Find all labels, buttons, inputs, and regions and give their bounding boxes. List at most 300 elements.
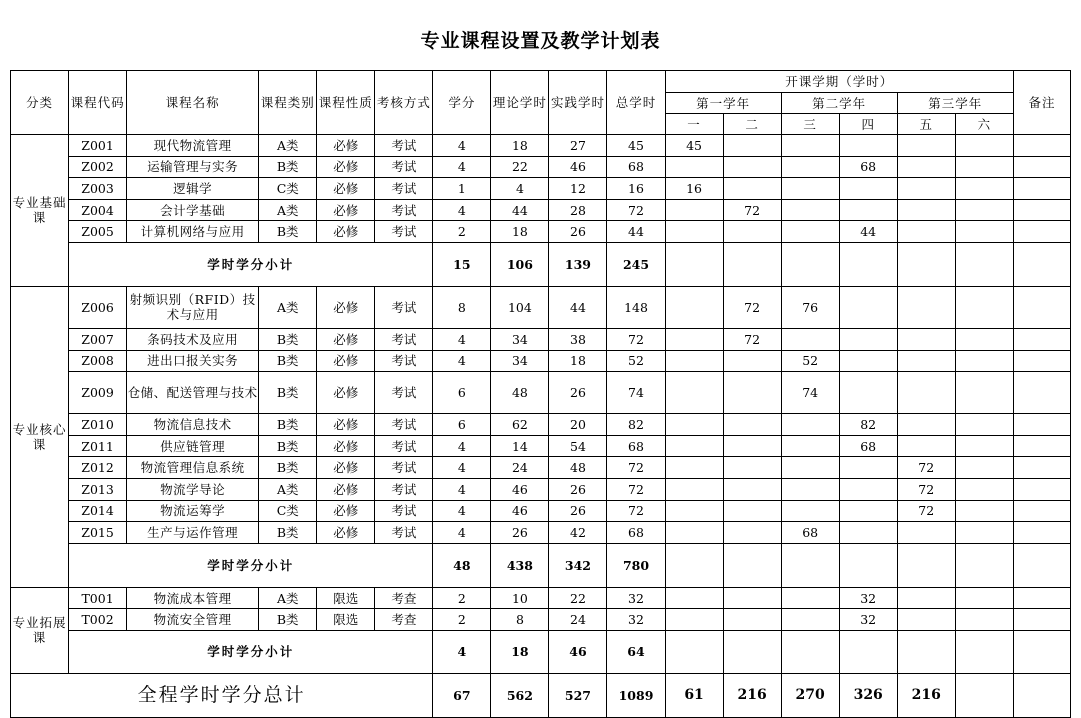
semester-hours-3 bbox=[781, 221, 839, 243]
semester-hours-6 bbox=[955, 178, 1013, 200]
header-year-2: 第二学年 bbox=[781, 93, 897, 114]
remark-cell bbox=[1013, 156, 1070, 178]
course-exam: 考查 bbox=[375, 587, 433, 609]
semester-hours-2: 72 bbox=[723, 199, 781, 221]
course-type: A类 bbox=[259, 478, 317, 500]
semester-hours-2 bbox=[723, 221, 781, 243]
course-practice-hours: 26 bbox=[549, 478, 607, 500]
semester-hours-1 bbox=[665, 587, 723, 609]
semester-hours-4 bbox=[839, 500, 897, 522]
course-total-hours: 68 bbox=[607, 156, 665, 178]
semester-hours-2 bbox=[723, 372, 781, 414]
course-type: B类 bbox=[259, 457, 317, 479]
semester-hours-3: 74 bbox=[781, 372, 839, 414]
course-type: C类 bbox=[259, 178, 317, 200]
semester-hours-2 bbox=[723, 435, 781, 457]
course-name: 供应链管理 bbox=[127, 435, 259, 457]
semester-hours-3: 68 bbox=[781, 522, 839, 544]
semester-hours-3 bbox=[781, 457, 839, 479]
course-type: B类 bbox=[259, 435, 317, 457]
course-name: 物流成本管理 bbox=[127, 587, 259, 609]
course-credit: 2 bbox=[433, 609, 491, 631]
subtotal-theory: 106 bbox=[491, 242, 549, 286]
remark-cell bbox=[1013, 135, 1070, 157]
semester-hours-2 bbox=[723, 587, 781, 609]
course-credit: 4 bbox=[433, 500, 491, 522]
course-total-hours: 72 bbox=[607, 199, 665, 221]
course-type: A类 bbox=[259, 135, 317, 157]
remark-cell bbox=[1013, 199, 1070, 221]
subtotal-semester-1 bbox=[665, 242, 723, 286]
course-credit: 6 bbox=[433, 372, 491, 414]
semester-hours-4: 82 bbox=[839, 414, 897, 436]
course-nature: 限选 bbox=[317, 609, 375, 631]
course-theory-hours: 24 bbox=[491, 457, 549, 479]
course-nature: 必修 bbox=[317, 372, 375, 414]
remark-cell bbox=[1013, 522, 1070, 544]
course-nature: 必修 bbox=[317, 286, 375, 328]
course-theory-hours: 44 bbox=[491, 199, 549, 221]
semester-hours-3 bbox=[781, 587, 839, 609]
semester-hours-1 bbox=[665, 457, 723, 479]
course-nature: 必修 bbox=[317, 350, 375, 372]
course-nature: 必修 bbox=[317, 478, 375, 500]
course-practice-hours: 48 bbox=[549, 457, 607, 479]
subtotal-total: 245 bbox=[607, 242, 665, 286]
course-total-hours: 148 bbox=[607, 286, 665, 328]
semester-hours-1 bbox=[665, 500, 723, 522]
semester-hours-5 bbox=[897, 372, 955, 414]
remark-cell bbox=[1013, 500, 1070, 522]
semester-hours-5 bbox=[897, 286, 955, 328]
course-nature: 必修 bbox=[317, 500, 375, 522]
table-row bbox=[11, 478, 1071, 500]
course-exam: 考试 bbox=[375, 350, 433, 372]
semester-hours-4: 68 bbox=[839, 435, 897, 457]
course-total-hours: 68 bbox=[607, 522, 665, 544]
course-exam: 考试 bbox=[375, 372, 433, 414]
course-name: 物流学导论 bbox=[127, 478, 259, 500]
semester-hours-3 bbox=[781, 178, 839, 200]
course-practice-hours: 24 bbox=[549, 609, 607, 631]
header-semester-6: 六 bbox=[955, 114, 1013, 135]
course-total-hours: 72 bbox=[607, 328, 665, 350]
subtotal-semester-3 bbox=[781, 630, 839, 673]
semester-hours-5 bbox=[897, 587, 955, 609]
semester-hours-5: 72 bbox=[897, 457, 955, 479]
remark-cell bbox=[1013, 414, 1070, 436]
semester-hours-4 bbox=[839, 178, 897, 200]
semester-hours-1 bbox=[665, 478, 723, 500]
course-credit: 4 bbox=[433, 522, 491, 544]
course-name: 逻辑学 bbox=[127, 178, 259, 200]
course-practice-hours: 54 bbox=[549, 435, 607, 457]
semester-hours-3 bbox=[781, 328, 839, 350]
remark-cell bbox=[1013, 221, 1070, 243]
semester-hours-3 bbox=[781, 156, 839, 178]
course-theory-hours: 10 bbox=[491, 587, 549, 609]
header-row-1 bbox=[11, 71, 1071, 93]
remark-cell bbox=[1013, 609, 1070, 631]
semester-hours-6 bbox=[955, 199, 1013, 221]
semester-hours-6 bbox=[955, 587, 1013, 609]
course-type: C类 bbox=[259, 500, 317, 522]
course-code: Z010 bbox=[69, 414, 127, 436]
course-type: B类 bbox=[259, 372, 317, 414]
semester-hours-4 bbox=[839, 328, 897, 350]
semester-hours-6 bbox=[955, 221, 1013, 243]
category-cell: 专业基础课 bbox=[11, 135, 69, 287]
semester-hours-4 bbox=[839, 372, 897, 414]
course-name: 现代物流管理 bbox=[127, 135, 259, 157]
semester-hours-1 bbox=[665, 414, 723, 436]
semester-hours-2: 72 bbox=[723, 328, 781, 350]
semester-hours-2 bbox=[723, 414, 781, 436]
header-theory: 理论学时 bbox=[491, 71, 549, 135]
remark-cell bbox=[1013, 457, 1070, 479]
course-exam: 考试 bbox=[375, 500, 433, 522]
semester-hours-3 bbox=[781, 199, 839, 221]
subtotal-semester-2 bbox=[723, 242, 781, 286]
table-row bbox=[11, 135, 1071, 157]
semester-hours-2 bbox=[723, 457, 781, 479]
header-practice: 实践学时 bbox=[549, 71, 607, 135]
course-theory-hours: 26 bbox=[491, 522, 549, 544]
semester-hours-2 bbox=[723, 350, 781, 372]
course-name: 物流管理信息系统 bbox=[127, 457, 259, 479]
semester-hours-1 bbox=[665, 522, 723, 544]
semester-hours-5 bbox=[897, 199, 955, 221]
semester-hours-6 bbox=[955, 522, 1013, 544]
header-semester-4: 四 bbox=[839, 114, 897, 135]
course-nature: 必修 bbox=[317, 328, 375, 350]
table-row bbox=[11, 609, 1071, 631]
course-practice-hours: 22 bbox=[549, 587, 607, 609]
header-remark: 备注 bbox=[1013, 71, 1070, 135]
semester-hours-4 bbox=[839, 286, 897, 328]
subtotal-semester-5 bbox=[897, 630, 955, 673]
semester-hours-4 bbox=[839, 199, 897, 221]
header-year-1: 第一学年 bbox=[665, 93, 781, 114]
subtotal-semester-6 bbox=[955, 543, 1013, 587]
semester-hours-3 bbox=[781, 500, 839, 522]
grand-total-label: 全程学时学分总计 bbox=[11, 673, 433, 717]
course-practice-hours: 27 bbox=[549, 135, 607, 157]
course-theory-hours: 18 bbox=[491, 135, 549, 157]
course-theory-hours: 48 bbox=[491, 372, 549, 414]
course-practice-hours: 26 bbox=[549, 221, 607, 243]
course-type: B类 bbox=[259, 221, 317, 243]
course-type: B类 bbox=[259, 156, 317, 178]
course-code: Z009 bbox=[69, 372, 127, 414]
semester-hours-3 bbox=[781, 414, 839, 436]
course-name: 仓储、配送管理与技术 bbox=[127, 372, 259, 414]
course-theory-hours: 34 bbox=[491, 328, 549, 350]
table-row bbox=[11, 435, 1071, 457]
course-exam: 考试 bbox=[375, 328, 433, 350]
semester-hours-5 bbox=[897, 350, 955, 372]
course-practice-hours: 38 bbox=[549, 328, 607, 350]
course-practice-hours: 46 bbox=[549, 156, 607, 178]
subtotal-semester-3 bbox=[781, 543, 839, 587]
subtotal-label: 学时学分小计 bbox=[69, 242, 433, 286]
course-exam: 考试 bbox=[375, 178, 433, 200]
course-practice-hours: 26 bbox=[549, 500, 607, 522]
subtotal-theory: 438 bbox=[491, 543, 549, 587]
course-credit: 2 bbox=[433, 587, 491, 609]
subtotal-total: 64 bbox=[607, 630, 665, 673]
table-row bbox=[11, 372, 1071, 414]
course-code: Z006 bbox=[69, 286, 127, 328]
semester-hours-2 bbox=[723, 478, 781, 500]
subtotal-practice: 46 bbox=[549, 630, 607, 673]
subtotal-label: 学时学分小计 bbox=[69, 543, 433, 587]
header-semester-2: 二 bbox=[723, 114, 781, 135]
table-row bbox=[11, 199, 1071, 221]
course-exam: 考查 bbox=[375, 609, 433, 631]
course-type: B类 bbox=[259, 609, 317, 631]
course-practice-hours: 26 bbox=[549, 372, 607, 414]
course-total-hours: 32 bbox=[607, 609, 665, 631]
header-credit: 学分 bbox=[433, 71, 491, 135]
course-type: A类 bbox=[259, 286, 317, 328]
grand-total-semester-4: 326 bbox=[839, 673, 897, 717]
course-name: 生产与运作管理 bbox=[127, 522, 259, 544]
semester-hours-1 bbox=[665, 199, 723, 221]
course-credit: 4 bbox=[433, 435, 491, 457]
course-code: Z015 bbox=[69, 522, 127, 544]
subtotal-semester-1 bbox=[665, 543, 723, 587]
header-year-3: 第三学年 bbox=[897, 93, 1013, 114]
course-exam: 考试 bbox=[375, 286, 433, 328]
course-name: 物流运筹学 bbox=[127, 500, 259, 522]
semester-hours-1 bbox=[665, 156, 723, 178]
table-row bbox=[11, 587, 1071, 609]
remark-cell bbox=[1013, 286, 1070, 328]
header-type: 课程类别 bbox=[259, 71, 317, 135]
subtotal-practice: 139 bbox=[549, 242, 607, 286]
course-total-hours: 72 bbox=[607, 500, 665, 522]
semester-hours-6 bbox=[955, 328, 1013, 350]
subtotal-row bbox=[11, 543, 1071, 587]
grand-total-semester-6 bbox=[955, 673, 1013, 717]
subtotal-semester-2 bbox=[723, 630, 781, 673]
semester-hours-5 bbox=[897, 435, 955, 457]
course-type: B类 bbox=[259, 522, 317, 544]
course-nature: 必修 bbox=[317, 199, 375, 221]
semester-hours-4: 32 bbox=[839, 609, 897, 631]
grand-total-practice: 527 bbox=[549, 673, 607, 717]
header-total: 总学时 bbox=[607, 71, 665, 135]
semester-hours-5 bbox=[897, 221, 955, 243]
course-total-hours: 74 bbox=[607, 372, 665, 414]
course-nature: 必修 bbox=[317, 221, 375, 243]
page-title: 专业课程设置及教学计划表 bbox=[420, 30, 661, 52]
subtotal-semester-4 bbox=[839, 630, 897, 673]
course-nature: 必修 bbox=[317, 522, 375, 544]
semester-hours-1 bbox=[665, 435, 723, 457]
semester-hours-2 bbox=[723, 500, 781, 522]
table-row bbox=[11, 457, 1071, 479]
subtotal-semester-2 bbox=[723, 543, 781, 587]
subtotal-semester-3 bbox=[781, 242, 839, 286]
course-credit: 6 bbox=[433, 414, 491, 436]
semester-hours-4 bbox=[839, 457, 897, 479]
course-credit: 1 bbox=[433, 178, 491, 200]
course-code: Z003 bbox=[69, 178, 127, 200]
course-practice-hours: 28 bbox=[549, 199, 607, 221]
course-exam: 考试 bbox=[375, 435, 433, 457]
course-nature: 必修 bbox=[317, 414, 375, 436]
header-semester-5: 五 bbox=[897, 114, 955, 135]
semester-hours-2: 72 bbox=[723, 286, 781, 328]
subtotal-semester-1 bbox=[665, 630, 723, 673]
course-exam: 考试 bbox=[375, 221, 433, 243]
subtotal-practice: 342 bbox=[549, 543, 607, 587]
course-nature: 限选 bbox=[317, 587, 375, 609]
course-total-hours: 72 bbox=[607, 478, 665, 500]
course-type: B类 bbox=[259, 328, 317, 350]
semester-hours-1 bbox=[665, 609, 723, 631]
semester-hours-4: 44 bbox=[839, 221, 897, 243]
course-practice-hours: 18 bbox=[549, 350, 607, 372]
header-semester-3: 三 bbox=[781, 114, 839, 135]
course-exam: 考试 bbox=[375, 522, 433, 544]
subtotal-credit: 15 bbox=[433, 242, 491, 286]
course-code: Z007 bbox=[69, 328, 127, 350]
semester-hours-5 bbox=[897, 135, 955, 157]
course-credit: 4 bbox=[433, 135, 491, 157]
header-nature: 课程性质 bbox=[317, 71, 375, 135]
header-semester-1: 一 bbox=[665, 114, 723, 135]
semester-hours-4 bbox=[839, 135, 897, 157]
header-schedule: 开课学期（学时） bbox=[665, 71, 1013, 93]
semester-hours-3 bbox=[781, 609, 839, 631]
course-total-hours: 68 bbox=[607, 435, 665, 457]
semester-hours-2 bbox=[723, 135, 781, 157]
semester-hours-3 bbox=[781, 435, 839, 457]
course-code: T002 bbox=[69, 609, 127, 631]
subtotal-semester-4 bbox=[839, 543, 897, 587]
course-theory-hours: 22 bbox=[491, 156, 549, 178]
subtotal-credit: 4 bbox=[433, 630, 491, 673]
header-code: 课程代码 bbox=[69, 71, 127, 135]
course-type: A类 bbox=[259, 587, 317, 609]
course-credit: 2 bbox=[433, 221, 491, 243]
semester-hours-5 bbox=[897, 609, 955, 631]
course-code: Z012 bbox=[69, 457, 127, 479]
semester-hours-5: 72 bbox=[897, 478, 955, 500]
header-exam: 考核方式 bbox=[375, 71, 433, 135]
semester-hours-4: 32 bbox=[839, 587, 897, 609]
semester-hours-5 bbox=[897, 156, 955, 178]
course-credit: 4 bbox=[433, 457, 491, 479]
course-theory-hours: 18 bbox=[491, 221, 549, 243]
course-name: 物流安全管理 bbox=[127, 609, 259, 631]
grand-total-semester-2: 216 bbox=[723, 673, 781, 717]
course-exam: 考试 bbox=[375, 414, 433, 436]
course-code: Z011 bbox=[69, 435, 127, 457]
course-total-hours: 45 bbox=[607, 135, 665, 157]
subtotal-theory: 18 bbox=[491, 630, 549, 673]
semester-hours-6 bbox=[955, 609, 1013, 631]
category-cell: 专业核心课 bbox=[11, 286, 69, 587]
remark-cell bbox=[1013, 435, 1070, 457]
semester-hours-6 bbox=[955, 457, 1013, 479]
course-practice-hours: 12 bbox=[549, 178, 607, 200]
table-row bbox=[11, 500, 1071, 522]
subtotal-semester-5 bbox=[897, 543, 955, 587]
remark-cell bbox=[1013, 372, 1070, 414]
semester-hours-5 bbox=[897, 328, 955, 350]
subtotal-semester-4 bbox=[839, 242, 897, 286]
course-code: Z014 bbox=[69, 500, 127, 522]
course-exam: 考试 bbox=[375, 135, 433, 157]
course-theory-hours: 46 bbox=[491, 478, 549, 500]
table-row bbox=[11, 328, 1071, 350]
semester-hours-6 bbox=[955, 135, 1013, 157]
course-plan-table bbox=[10, 70, 1071, 718]
course-theory-hours: 34 bbox=[491, 350, 549, 372]
grand-total-credit: 67 bbox=[433, 673, 491, 717]
semester-hours-5 bbox=[897, 414, 955, 436]
semester-hours-2 bbox=[723, 178, 781, 200]
semester-hours-2 bbox=[723, 522, 781, 544]
table-row bbox=[11, 414, 1071, 436]
course-code: Z002 bbox=[69, 156, 127, 178]
course-code: Z008 bbox=[69, 350, 127, 372]
semester-hours-6 bbox=[955, 500, 1013, 522]
table-row bbox=[11, 286, 1071, 328]
semester-hours-4 bbox=[839, 478, 897, 500]
course-name: 会计学基础 bbox=[127, 199, 259, 221]
semester-hours-6 bbox=[955, 435, 1013, 457]
semester-hours-6 bbox=[955, 414, 1013, 436]
subtotal-semester-5 bbox=[897, 242, 955, 286]
grand-total-semester-3: 270 bbox=[781, 673, 839, 717]
course-code: Z004 bbox=[69, 199, 127, 221]
semester-hours-6 bbox=[955, 156, 1013, 178]
remark-cell bbox=[1013, 350, 1070, 372]
course-nature: 必修 bbox=[317, 156, 375, 178]
semester-hours-6 bbox=[955, 372, 1013, 414]
semester-hours-4 bbox=[839, 350, 897, 372]
subtotal-total: 780 bbox=[607, 543, 665, 587]
remark-cell bbox=[1013, 478, 1070, 500]
course-type: B类 bbox=[259, 414, 317, 436]
course-name: 射频识别（RFID）技术与应用 bbox=[127, 286, 259, 328]
semester-hours-2 bbox=[723, 156, 781, 178]
course-theory-hours: 46 bbox=[491, 500, 549, 522]
course-credit: 4 bbox=[433, 199, 491, 221]
course-name: 运输管理与实务 bbox=[127, 156, 259, 178]
remark-cell bbox=[1013, 178, 1070, 200]
course-total-hours: 52 bbox=[607, 350, 665, 372]
course-name: 进出口报关实务 bbox=[127, 350, 259, 372]
semester-hours-5 bbox=[897, 522, 955, 544]
course-practice-hours: 42 bbox=[549, 522, 607, 544]
course-exam: 考试 bbox=[375, 478, 433, 500]
semester-hours-3 bbox=[781, 135, 839, 157]
course-type: B类 bbox=[259, 350, 317, 372]
course-total-hours: 44 bbox=[607, 221, 665, 243]
subtotal-label: 学时学分小计 bbox=[69, 630, 433, 673]
course-theory-hours: 14 bbox=[491, 435, 549, 457]
course-name: 计算机网络与应用 bbox=[127, 221, 259, 243]
semester-hours-1: 45 bbox=[665, 135, 723, 157]
course-exam: 考试 bbox=[375, 156, 433, 178]
course-theory-hours: 62 bbox=[491, 414, 549, 436]
